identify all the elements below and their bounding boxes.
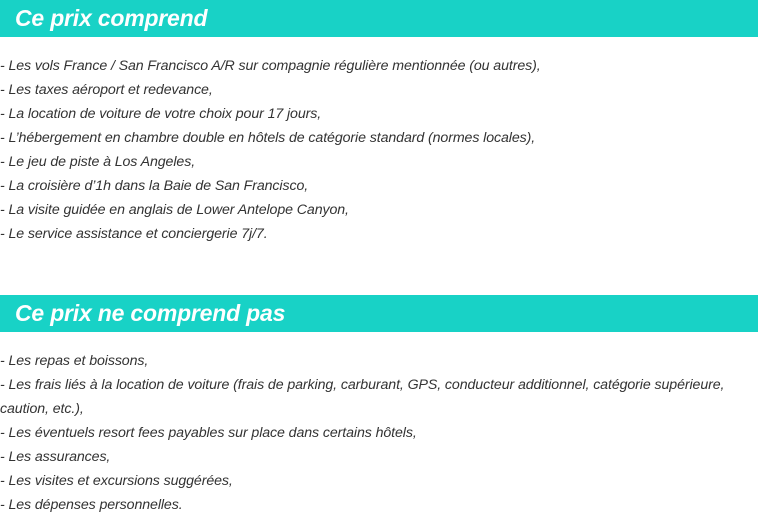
list-item: - Les éventuels resort fees payables sur place dans certains hôtels, (0, 425, 417, 441)
section-title-price-excludes: Ce prix ne comprend pas (0, 295, 758, 332)
list-item: - Les dépenses personnelles. (0, 497, 183, 513)
list-item: - Les frais liés à la location de voiture (frais de parking, carburant, GPS, conducteur additionnel, catégorie supérieure, caution, etc.), (0, 377, 725, 417)
list-item: - La location de voiture de votre choix pour 17 jours, (0, 106, 322, 122)
list-item: - Les vols France / San Francisco A/R sur compagnie régulière mentionnée (ou autres), (0, 58, 541, 74)
included-items-list (0, 54, 756, 246)
list-item: - Les visites et excursions suggérées, (0, 473, 233, 489)
excluded-items-list (0, 349, 756, 517)
list-item: - Les repas et boissons, (0, 353, 149, 369)
section-title-price-includes: Ce prix comprend (0, 0, 758, 37)
list-item: - La croisière d’1h dans la Baie de San Francisco, (0, 178, 309, 194)
list-item: - Les taxes aéroport et redevance, (0, 82, 213, 98)
list-item: - Le service assistance et conciergerie 7j/7. (0, 226, 268, 242)
list-item: - Le jeu de piste à Los Angeles, (0, 154, 196, 170)
list-item: - La visite guidée en anglais de Lower Antelope Canyon, (0, 202, 349, 218)
list-item: - L’hébergement en chambre double en hôtels de catégorie standard (normes locales), (0, 130, 536, 146)
list-item: - Les assurances, (0, 449, 111, 465)
